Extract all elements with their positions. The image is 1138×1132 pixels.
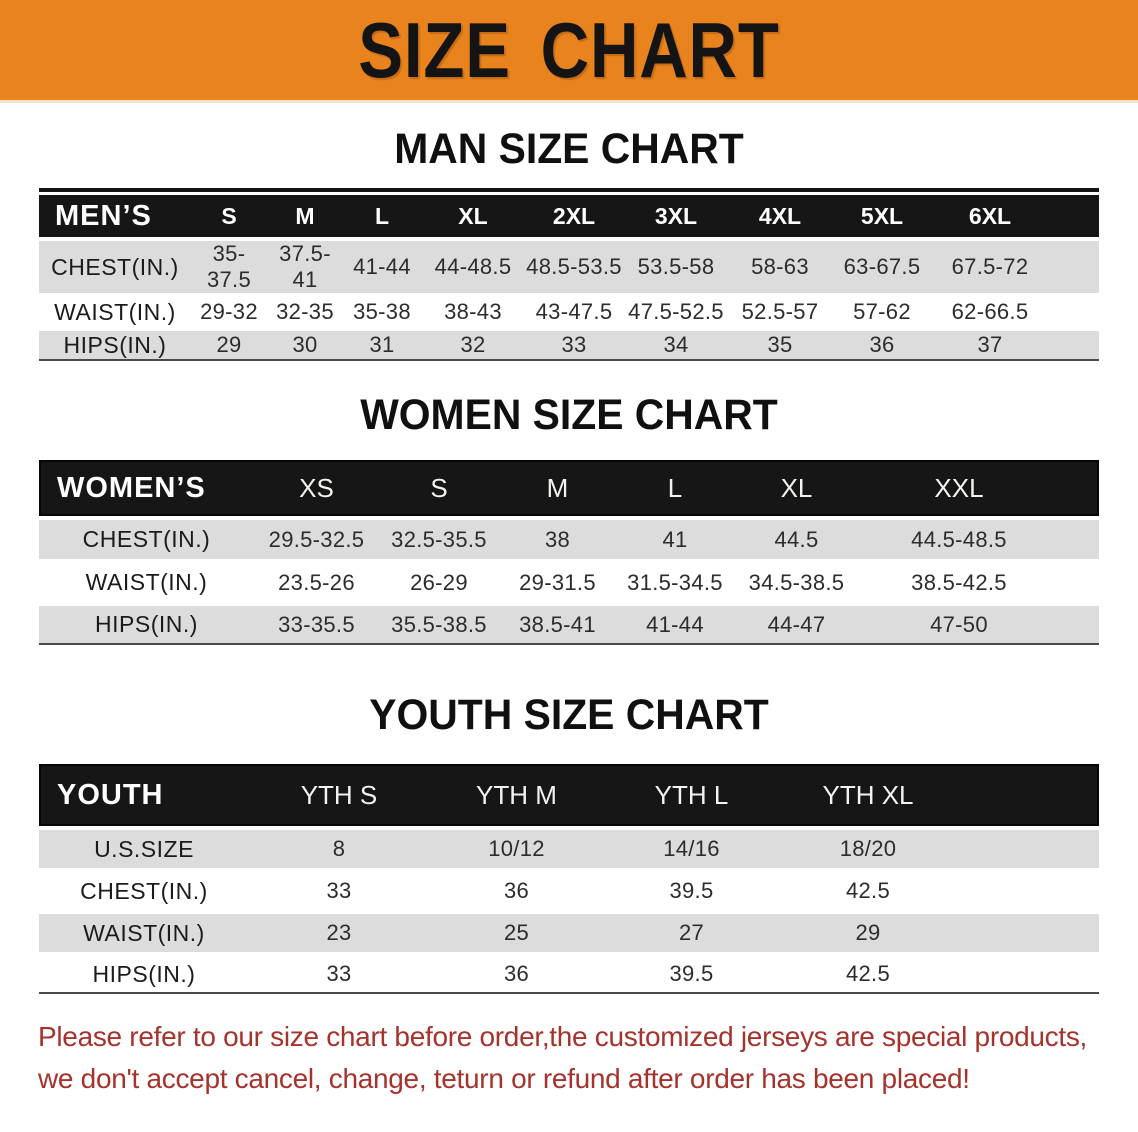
mens-column-header-4: 2XL	[525, 195, 623, 237]
womens-column-header-5: XXL	[859, 460, 1059, 516]
womens-cell: 41	[616, 516, 734, 559]
youth-cell: 8	[249, 826, 429, 868]
banner-title: SIZE CHART	[358, 5, 780, 94]
womens-cell: 47-50	[859, 602, 1059, 645]
mens-table-row	[39, 293, 1099, 327]
womens-size-table	[39, 460, 1099, 645]
mens-row-label: WAIST(IN.)	[39, 293, 191, 327]
youth-cell: 18/20	[779, 826, 957, 868]
mens-cell: 35	[729, 327, 831, 361]
youth-cell: 33	[249, 952, 429, 994]
youth-section	[0, 691, 1138, 994]
size-chart-banner	[0, 0, 1138, 103]
mens-row-spacer	[1047, 327, 1099, 361]
mens-cell: 43-47.5	[525, 293, 623, 327]
mens-table-row	[39, 237, 1099, 293]
youth-column-header-0: YTH S	[249, 764, 429, 826]
mens-cell: 35-38	[343, 293, 421, 327]
womens-row-spacer	[1059, 516, 1099, 559]
womens-cell: 26-29	[379, 559, 499, 602]
youth-cell: 36	[429, 952, 604, 994]
mens-cell: 37	[933, 327, 1047, 361]
youth-column-header-1: YTH M	[429, 764, 604, 826]
youth-cell: 25	[429, 910, 604, 952]
womens-column-header-4: XL	[734, 460, 859, 516]
mens-column-header-8: 6XL	[933, 195, 1047, 237]
mens-cell: 33	[525, 327, 623, 361]
youth-row-label: U.S.SIZE	[39, 826, 249, 868]
womens-column-header-3: L	[616, 460, 734, 516]
mens-cell: 41-44	[343, 237, 421, 293]
youth-cell: 14/16	[604, 826, 779, 868]
mens-section	[0, 125, 1138, 361]
womens-cell: 29-31.5	[499, 559, 616, 602]
youth-cell: 42.5	[779, 952, 957, 994]
youth-table-row	[39, 868, 1099, 910]
youth-table-row	[39, 952, 1099, 994]
youth-cell: 27	[604, 910, 779, 952]
mens-column-header-6: 4XL	[729, 195, 831, 237]
womens-table-row	[39, 516, 1099, 559]
womens-row-label: HIPS(IN.)	[39, 602, 254, 645]
mens-row-spacer	[1047, 293, 1099, 327]
womens-cell: 41-44	[616, 602, 734, 645]
mens-cell: 36	[831, 327, 933, 361]
youth-column-header-3: YTH XL	[779, 764, 957, 826]
mens-cell: 31	[343, 327, 421, 361]
disclaimer-line-1: Please refer to our size chart before order,the customized jerseys are special products,	[38, 1021, 1088, 1052]
mens-cell: 62-66.5	[933, 293, 1047, 327]
womens-cell: 31.5-34.5	[616, 559, 734, 602]
mens-row-spacer	[1047, 237, 1099, 293]
mens-table-row	[39, 327, 1099, 361]
mens-column-header-1: M	[267, 195, 343, 237]
mens-cell: 67.5-72	[933, 237, 1047, 293]
youth-column-header-2: YTH L	[604, 764, 779, 826]
mens-cell: 29	[191, 327, 267, 361]
womens-cell: 44.5-48.5	[859, 516, 1059, 559]
mens-cell: 30	[267, 327, 343, 361]
mens-column-header-5: 3XL	[623, 195, 729, 237]
womens-column-header-1: S	[379, 460, 499, 516]
mens-corner-label: MEN’S	[39, 195, 191, 237]
mens-cell: 53.5-58	[623, 237, 729, 293]
youth-row-spacer	[957, 910, 1099, 952]
womens-row-spacer	[1059, 559, 1099, 602]
youth-row-spacer	[957, 868, 1099, 910]
mens-cell: 63-67.5	[831, 237, 933, 293]
youth-table-row	[39, 826, 1099, 868]
womens-table-row	[39, 602, 1099, 645]
womens-corner-label: WOMEN’S	[39, 460, 254, 516]
womens-cell: 38	[499, 516, 616, 559]
womens-cell: 23.5-26	[254, 559, 379, 602]
mens-column-header-7: 5XL	[831, 195, 933, 237]
mens-size-table	[39, 195, 1099, 361]
womens-cell: 33-35.5	[254, 602, 379, 645]
womens-table-row	[39, 559, 1099, 602]
youth-header-spacer	[957, 764, 1099, 826]
womens-column-header-2: M	[499, 460, 616, 516]
youth-row-spacer	[957, 826, 1099, 868]
mens-column-header-2: L	[343, 195, 421, 237]
disclaimer-line-2: we don't accept cancel, change, teturn or refund after order has been placed!	[38, 1063, 970, 1094]
womens-cell: 44.5	[734, 516, 859, 559]
womens-header-row	[39, 460, 1099, 516]
womens-cell: 29.5-32.5	[254, 516, 379, 559]
youth-cell: 33	[249, 868, 429, 910]
youth-cell: 39.5	[604, 868, 779, 910]
youth-header-row	[39, 764, 1099, 826]
womens-column-header-0: XS	[254, 460, 379, 516]
mens-row-label: HIPS(IN.)	[39, 327, 191, 361]
womens-cell: 38.5-42.5	[859, 559, 1059, 602]
mens-column-header-0: S	[191, 195, 267, 237]
womens-row-label: CHEST(IN.)	[39, 516, 254, 559]
mens-cell: 35-37.5	[191, 237, 267, 293]
mens-cell: 37.5-41	[267, 237, 343, 293]
youth-table-row	[39, 910, 1099, 952]
womens-cell: 35.5-38.5	[379, 602, 499, 645]
mens-cell: 32	[421, 327, 525, 361]
mens-cell: 58-63	[729, 237, 831, 293]
womens-row-label: WAIST(IN.)	[39, 559, 254, 602]
youth-row-label: WAIST(IN.)	[39, 910, 249, 952]
mens-cell: 48.5-53.5	[525, 237, 623, 293]
womens-header-spacer	[1059, 460, 1099, 516]
youth-section-heading: YOUTH SIZE CHART	[369, 691, 769, 739]
mens-column-header-3: XL	[421, 195, 525, 237]
mens-cell: 52.5-57	[729, 293, 831, 327]
womens-cell: 34.5-38.5	[734, 559, 859, 602]
womens-section	[0, 391, 1138, 645]
mens-cell: 32-35	[267, 293, 343, 327]
mens-cell: 44-48.5	[421, 237, 525, 293]
youth-cell: 36	[429, 868, 604, 910]
youth-cell: 10/12	[429, 826, 604, 868]
womens-cell: 38.5-41	[499, 602, 616, 645]
size-chart-content	[0, 125, 1138, 1100]
womens-cell: 44-47	[734, 602, 859, 645]
youth-cell: 42.5	[779, 868, 957, 910]
mens-cell: 47.5-52.5	[623, 293, 729, 327]
womens-section-heading: WOMEN SIZE CHART	[360, 391, 778, 439]
womens-cell: 32.5-35.5	[379, 516, 499, 559]
youth-corner-label: YOUTH	[39, 764, 249, 826]
mens-cell: 34	[623, 327, 729, 361]
youth-cell: 23	[249, 910, 429, 952]
mens-row-label: CHEST(IN.)	[39, 237, 191, 293]
mens-cell: 57-62	[831, 293, 933, 327]
womens-row-spacer	[1059, 602, 1099, 645]
mens-table-topline	[39, 188, 1099, 192]
mens-header-row	[39, 195, 1099, 237]
youth-row-spacer	[957, 952, 1099, 994]
youth-cell: 39.5	[604, 952, 779, 994]
youth-row-label: CHEST(IN.)	[39, 868, 249, 910]
mens-section-heading: MAN SIZE CHART	[394, 125, 744, 173]
youth-cell: 29	[779, 910, 957, 952]
youth-row-label: HIPS(IN.)	[39, 952, 249, 994]
mens-cell: 29-32	[191, 293, 267, 327]
youth-size-table	[39, 764, 1099, 994]
mens-cell: 38-43	[421, 293, 525, 327]
disclaimer-text	[38, 1016, 1138, 1100]
mens-header-spacer	[1047, 195, 1099, 237]
